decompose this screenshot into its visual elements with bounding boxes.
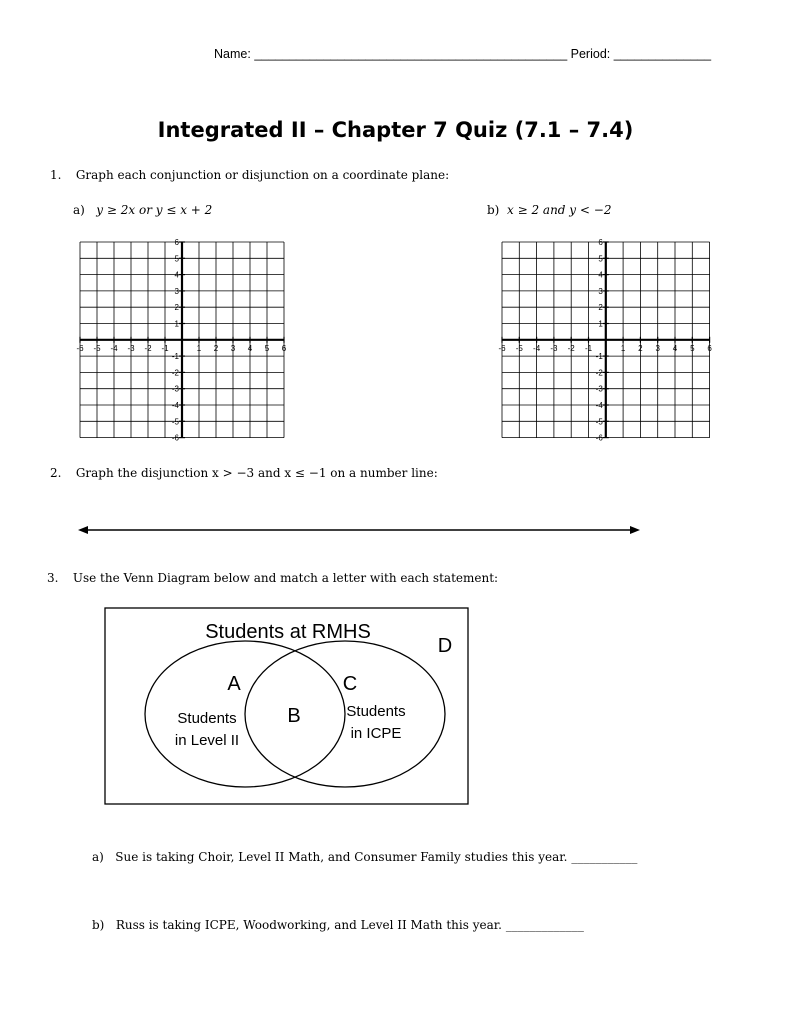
question-2-prompt: Graph the disjunction x > −3 and x ≤ −1 on a number line: (75, 466, 438, 480)
y-tick-label: -5 (595, 417, 603, 427)
x-tick-label: -3 (550, 343, 558, 353)
x-tick-label: 3 (655, 343, 660, 353)
y-tick-label: 4 (598, 270, 603, 280)
y-tick-label: 3 (598, 286, 603, 296)
x-tick-label: -2 (567, 343, 575, 353)
question-2-number: 2. (50, 466, 62, 480)
x-tick-label: 2 (638, 343, 643, 353)
venn-left-label-line1: Students (177, 710, 237, 727)
venn-universe-label: Students at RMHS (205, 621, 371, 643)
q3-part-a-answer-blank[interactable]: ___________ (571, 850, 638, 864)
x-tick-label: 2 (213, 343, 219, 353)
x-tick-label: -3 (127, 343, 135, 353)
venn-right-label-line1: Students (346, 703, 406, 720)
number-line-right-arrow (630, 526, 640, 534)
q1-part-b-expression: x ≥ 2 and y < −2 (507, 203, 612, 217)
y-tick-label: 6 (174, 238, 179, 247)
question-3 (47, 571, 498, 585)
y-tick-label: -4 (595, 401, 603, 410)
y-tick-label: 6 (598, 238, 603, 247)
y-tick-label: -2 (595, 368, 603, 378)
venn-region-b: B (287, 705, 301, 727)
y-tick-label: 5 (174, 254, 179, 264)
question-3-number: 3. (47, 571, 59, 585)
q3-part-b-text: Russ is taking ICPE, Woodworking, and Level II Math this year. (115, 918, 502, 932)
question-1-prompt: Graph each conjunction or disjunction on a coordinate plane: (75, 168, 450, 182)
x-tick-label: -1 (584, 343, 593, 353)
period-blank[interactable]: ______________ (613, 47, 712, 61)
coordinate-grid-b[interactable] (498, 238, 712, 443)
name-label: Name: (214, 47, 251, 61)
q3-part-a-label: a) (92, 850, 104, 864)
y-tick-label: 2 (174, 303, 179, 313)
x-tick-label: 3 (230, 343, 236, 353)
y-tick-label: 3 (174, 286, 179, 296)
x-tick-label: -6 (76, 343, 84, 353)
number-line-left-arrow (78, 526, 88, 534)
venn-right-label-line2: in ICPE (350, 725, 402, 742)
x-tick-label: 6 (281, 343, 287, 353)
y-tick-label: 5 (598, 254, 603, 264)
x-tick-label: 5 (690, 343, 695, 353)
page-title: Integrated II – Chapter 7 Quiz (7.1 – 7.4) (157, 118, 634, 142)
y-tick-label: 2 (598, 303, 603, 313)
q1-part-b-label: b) (487, 203, 500, 217)
y-tick-label: 1 (174, 319, 179, 329)
x-tick-label: -4 (110, 343, 118, 353)
q3-part-a-text: Sue is taking Choir, Level II Math, and Consumer Family studies this year. (115, 850, 568, 864)
y-tick-label: -1 (595, 352, 603, 362)
x-tick-label: -2 (144, 343, 152, 353)
period-label: Period: (570, 47, 611, 61)
x-tick-label: 4 (247, 343, 253, 353)
q1-part-a-expression: y ≥ 2x or y ≤ x + 2 (96, 203, 213, 217)
q1-part-a-label: a) (73, 203, 85, 217)
q3-part-a (92, 850, 637, 864)
y-tick-label: -6 (171, 433, 179, 443)
y-tick-label: 1 (598, 319, 603, 329)
x-tick-label: -1 (161, 343, 169, 353)
question-1-number: 1. (50, 168, 62, 182)
x-tick-label: -6 (498, 343, 506, 353)
x-tick-label: 4 (672, 343, 678, 353)
number-line[interactable] (78, 522, 640, 538)
question-1 (50, 168, 449, 182)
header-name-period (214, 47, 711, 61)
venn-region-d: D (437, 635, 453, 657)
coordinate-grid-a[interactable] (76, 238, 288, 443)
x-tick-label: 5 (264, 343, 270, 353)
x-tick-label: -4 (533, 343, 541, 353)
q1-part-a (73, 203, 212, 217)
venn-region-c: C (342, 673, 358, 695)
q3-part-b-label: b) (92, 918, 105, 932)
y-tick-label: -5 (171, 417, 179, 427)
name-blank[interactable]: _____________________________________________ (254, 47, 568, 61)
q1-part-b (487, 203, 611, 217)
x-tick-label: 1 (620, 343, 626, 353)
y-tick-label: -3 (595, 384, 603, 394)
x-tick-label: 1 (196, 343, 202, 353)
y-tick-label: -3 (171, 384, 179, 394)
y-tick-label: -1 (171, 352, 179, 362)
x-tick-label: 6 (707, 343, 712, 353)
question-3-prompt: Use the Venn Diagram below and match a letter with each statement: (72, 571, 499, 585)
q3-part-b-answer-blank[interactable]: _____________ (505, 918, 584, 932)
question-2 (50, 466, 438, 480)
y-tick-label: -6 (595, 433, 603, 443)
y-tick-label: 4 (174, 270, 179, 280)
x-tick-label: -5 (93, 343, 101, 353)
venn-region-a: A (227, 673, 241, 695)
y-tick-label: -2 (171, 368, 179, 378)
venn-diagram (100, 605, 472, 807)
x-tick-label: -5 (515, 343, 523, 353)
q3-part-b (92, 918, 584, 932)
y-tick-label: -4 (171, 401, 179, 410)
venn-left-label-line2: in Level II (174, 732, 240, 749)
